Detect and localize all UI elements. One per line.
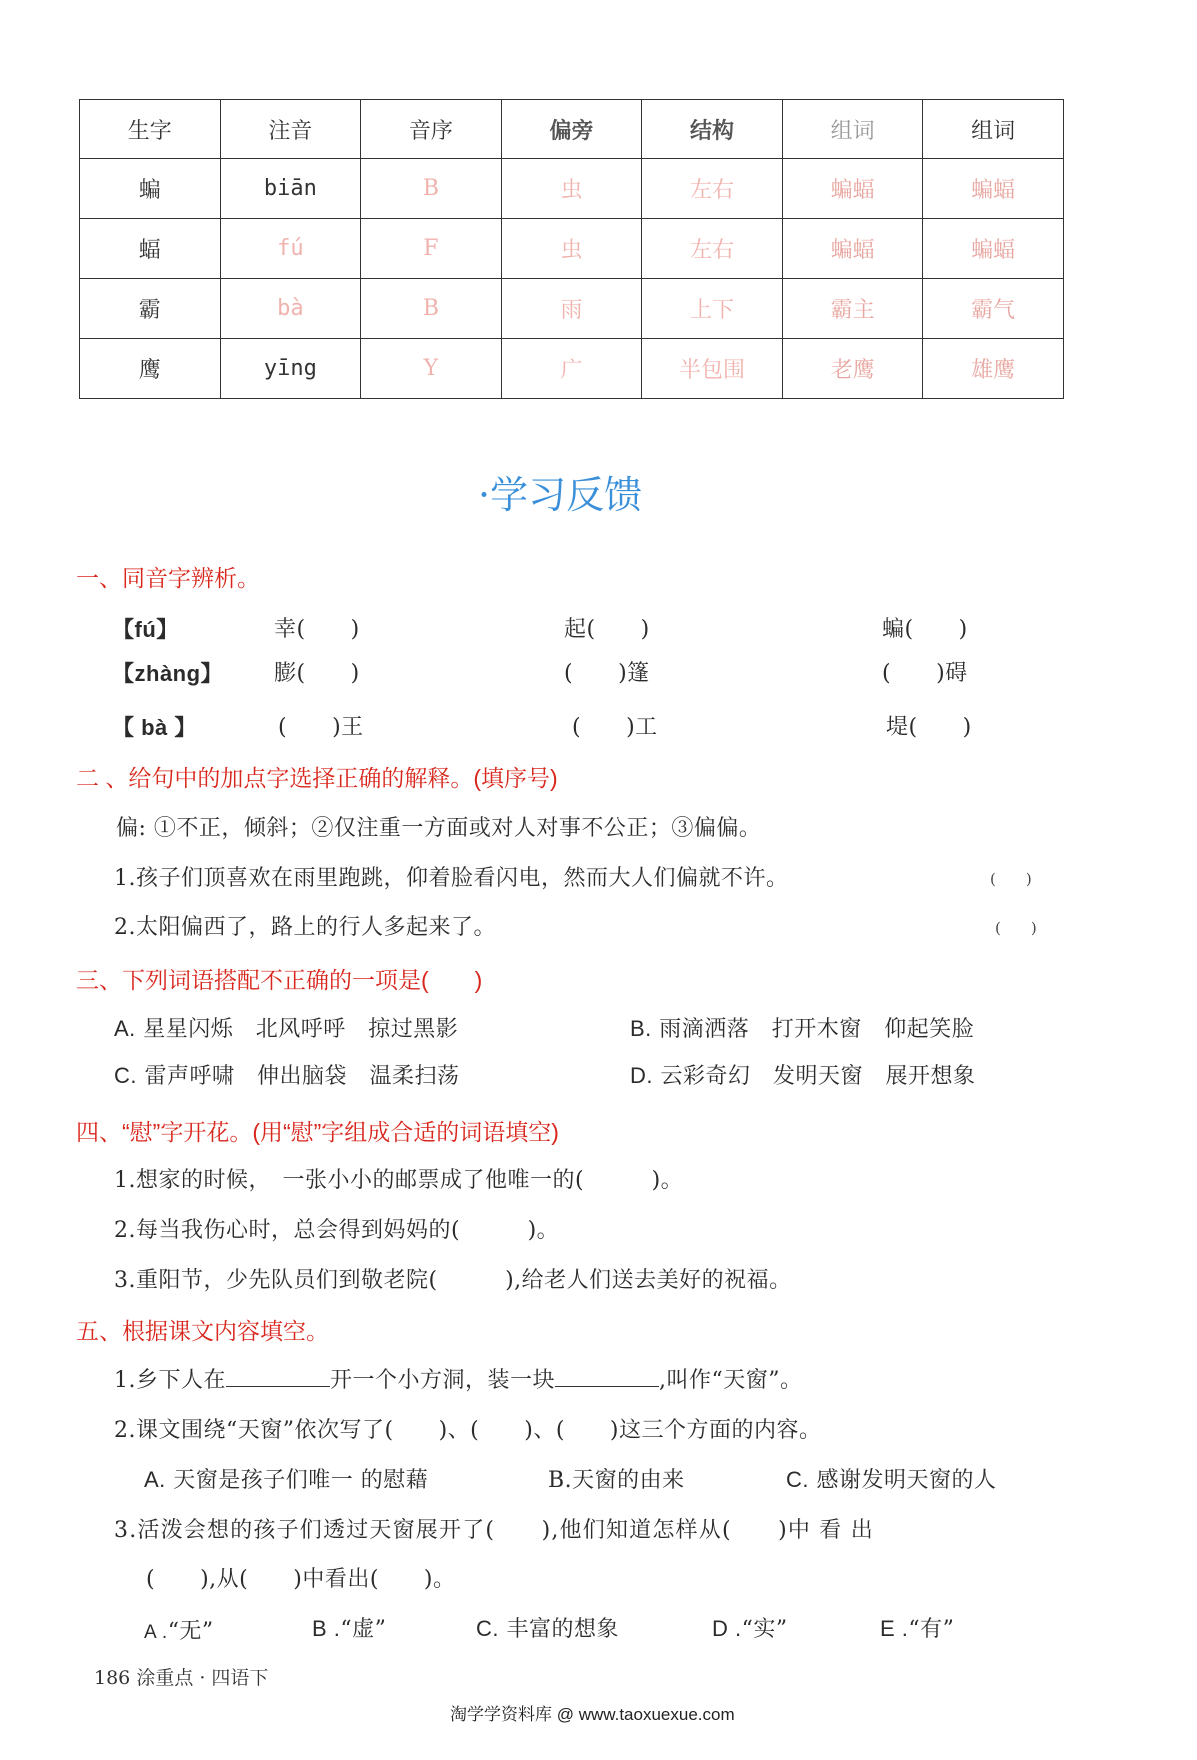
book-title: 涂重点 · 四语下 (136, 1667, 269, 1689)
option-text: 天窗是孩子们唯一 的慰藉 (173, 1468, 429, 1493)
table-cell: 虫 (501, 159, 642, 219)
header-cell: 生字 (80, 100, 221, 159)
answer-paren: ( ) (990, 870, 1032, 888)
question-3-heading: 三、下列词语搭配不正确的一项是( ) (76, 967, 483, 993)
option-letter: D. (630, 1063, 653, 1088)
question-item: 1.孩子们顶喜欢在雨里跑跳，仰着脸看闪电，然而大人们偏就不许。 (114, 866, 789, 891)
header-cell: 音序 (361, 100, 502, 159)
question-2-heading: 二 、给句中的加点字选择正确的解释。(填序号) (76, 765, 558, 791)
option-b (630, 1012, 974, 1043)
table-cell: 鹰 (80, 339, 221, 399)
option-b (548, 1463, 685, 1494)
table-cell: bà (220, 279, 361, 339)
option-text: 雨滴洒落 打开木窗 仰起笑脸 (659, 1017, 975, 1042)
table-cell: 老鹰 (782, 339, 923, 399)
table-cell: 蝙蝠 (782, 159, 923, 219)
table-cell: 蝙 (80, 159, 221, 219)
question-5-heading: 五、根据课文内容填空。 (76, 1318, 329, 1344)
item-text: ,叫作“天窗”。 (659, 1368, 803, 1393)
question-item: 3.活泼会想的孩子们透过天窗展开了( ),他们知道怎样从( )中 看 出 (114, 1518, 874, 1543)
pinyin-label: 【fú】 (112, 617, 179, 642)
table-cell: 蝙蝠 (923, 159, 1064, 219)
table-cell: 广 (501, 339, 642, 399)
option-letter: B . (312, 1616, 341, 1641)
option-a (114, 1012, 458, 1043)
blank-line (226, 1364, 330, 1387)
option-letter: A. (144, 1467, 166, 1492)
option-a (144, 1614, 214, 1645)
fill-item: 膨( ) (274, 661, 360, 686)
question-item (114, 1363, 803, 1394)
table-header-row (80, 100, 1064, 159)
table-cell: 蝙蝠 (782, 219, 923, 279)
option-text: “虚” (340, 1617, 387, 1642)
header-cell: 注音 (220, 100, 361, 159)
fill-item: ( )王 (278, 715, 364, 740)
table-cell: Y (361, 339, 502, 399)
blank-line (555, 1364, 659, 1387)
definition-line: 偏: ①不正，倾斜；②仅注重一方面或对人对事不公正；③偏偏。 (116, 816, 762, 841)
table-cell: 左右 (642, 219, 783, 279)
table-cell: B (361, 159, 502, 219)
question-item: 2.每当我伤心时，总会得到妈妈的( )。 (114, 1218, 560, 1243)
option-a (144, 1463, 428, 1494)
table-row (80, 339, 1064, 399)
option-letter: B. (548, 1468, 573, 1493)
table-cell: biān (220, 159, 361, 219)
option-letter: D . (712, 1616, 742, 1641)
option-letter: C. (476, 1616, 499, 1641)
table-cell: 霸 (80, 279, 221, 339)
table-cell: B (361, 279, 502, 339)
question-item: 3.重阳节，少先队员们到敬老院( ),给老人们送去美好的祝福。 (114, 1268, 792, 1293)
option-d (712, 1612, 788, 1643)
table-cell: 雨 (501, 279, 642, 339)
table-cell: 上下 (642, 279, 783, 339)
table-cell: 霸主 (782, 279, 923, 339)
pinyin-label: 【zhàng】 (112, 661, 224, 686)
table-cell: 虫 (501, 219, 642, 279)
table-cell: fú (220, 219, 361, 279)
fill-item: 起( ) (564, 617, 650, 642)
option-b (312, 1612, 386, 1643)
question-item: 2.课文围绕“天窗”依次写了( )、( )、( )这三个方面的内容。 (114, 1418, 822, 1443)
option-letter: E . (880, 1616, 909, 1641)
option-text: 感谢发明天窗的人 (816, 1468, 997, 1493)
fill-item: 幸( ) (274, 617, 360, 642)
table-row (80, 279, 1064, 339)
option-text: 星星闪烁 北风呼呼 掠过黑影 (143, 1017, 459, 1042)
question-item: 1.想家的时候， 一张小小的邮票成了他唯一的( )。 (114, 1168, 684, 1193)
header-cell: 偏旁 (501, 100, 642, 159)
option-d (630, 1059, 976, 1090)
option-text: 丰富的想象 (506, 1617, 620, 1642)
page-footer (94, 1663, 268, 1690)
table-cell: 霸气 (923, 279, 1064, 339)
table-cell: 左右 (642, 159, 783, 219)
option-letter: A. (114, 1016, 136, 1041)
table-cell: 蝙蝠 (923, 219, 1064, 279)
option-text: 雷声呼啸 伸出脑袋 温柔扫荡 (144, 1064, 460, 1089)
option-text: “有” (908, 1617, 955, 1642)
option-letter: A . (144, 1622, 168, 1643)
question-1-heading: 一、同音字辨析。 (76, 565, 260, 591)
item-text: 开一个小方洞，装一块 (330, 1368, 556, 1393)
option-text: 天窗的由来 (572, 1468, 685, 1493)
option-text: “实” (741, 1617, 788, 1642)
fill-item: ( )碍 (882, 661, 968, 686)
option-text: 云彩奇幻 发明天窗 展开想象 (660, 1064, 976, 1089)
table-cell: F (361, 219, 502, 279)
character-table (79, 99, 1064, 399)
option-text: “无” (167, 1619, 214, 1644)
item-text: 1.乡下人在 (114, 1368, 226, 1393)
header-cell: 结构 (642, 100, 783, 159)
table-cell: 半包围 (642, 339, 783, 399)
watermark: 淘学学资料库 @ www.taoxuexue.com (450, 1705, 735, 1724)
option-c (476, 1612, 619, 1643)
answer-paren: ( ) (995, 919, 1037, 937)
option-e (880, 1612, 954, 1643)
fill-item: 堤( ) (886, 715, 972, 740)
table-row (80, 219, 1064, 279)
fill-item: ( )工 (572, 715, 658, 740)
page-number: 186 (94, 1667, 131, 1689)
table-cell: 雄鹰 (923, 339, 1064, 399)
option-letter: C. (786, 1467, 809, 1492)
table-row (80, 159, 1064, 219)
question-4-heading: 四、“慰”字开花。(用“慰”字组成合适的词语填空) (76, 1119, 559, 1145)
fill-item: 蝙( ) (882, 617, 968, 642)
section-title: ·学习反馈 (478, 473, 643, 517)
question-item: 2.太阳偏西了，路上的行人多起来了。 (114, 915, 496, 940)
option-letter: B. (630, 1016, 652, 1041)
option-c (786, 1463, 997, 1494)
pinyin-label: 【 bà 】 (112, 715, 197, 740)
header-cell: 组词 (923, 100, 1064, 159)
option-c (114, 1059, 460, 1090)
fill-item: ( )篷 (564, 661, 650, 686)
option-letter: C. (114, 1063, 137, 1088)
table-cell: yīng (220, 339, 361, 399)
question-item-continued: ( ),从( )中看出( )。 (146, 1567, 456, 1592)
header-cell: 组词 (782, 100, 923, 159)
table-cell: 蝠 (80, 219, 221, 279)
